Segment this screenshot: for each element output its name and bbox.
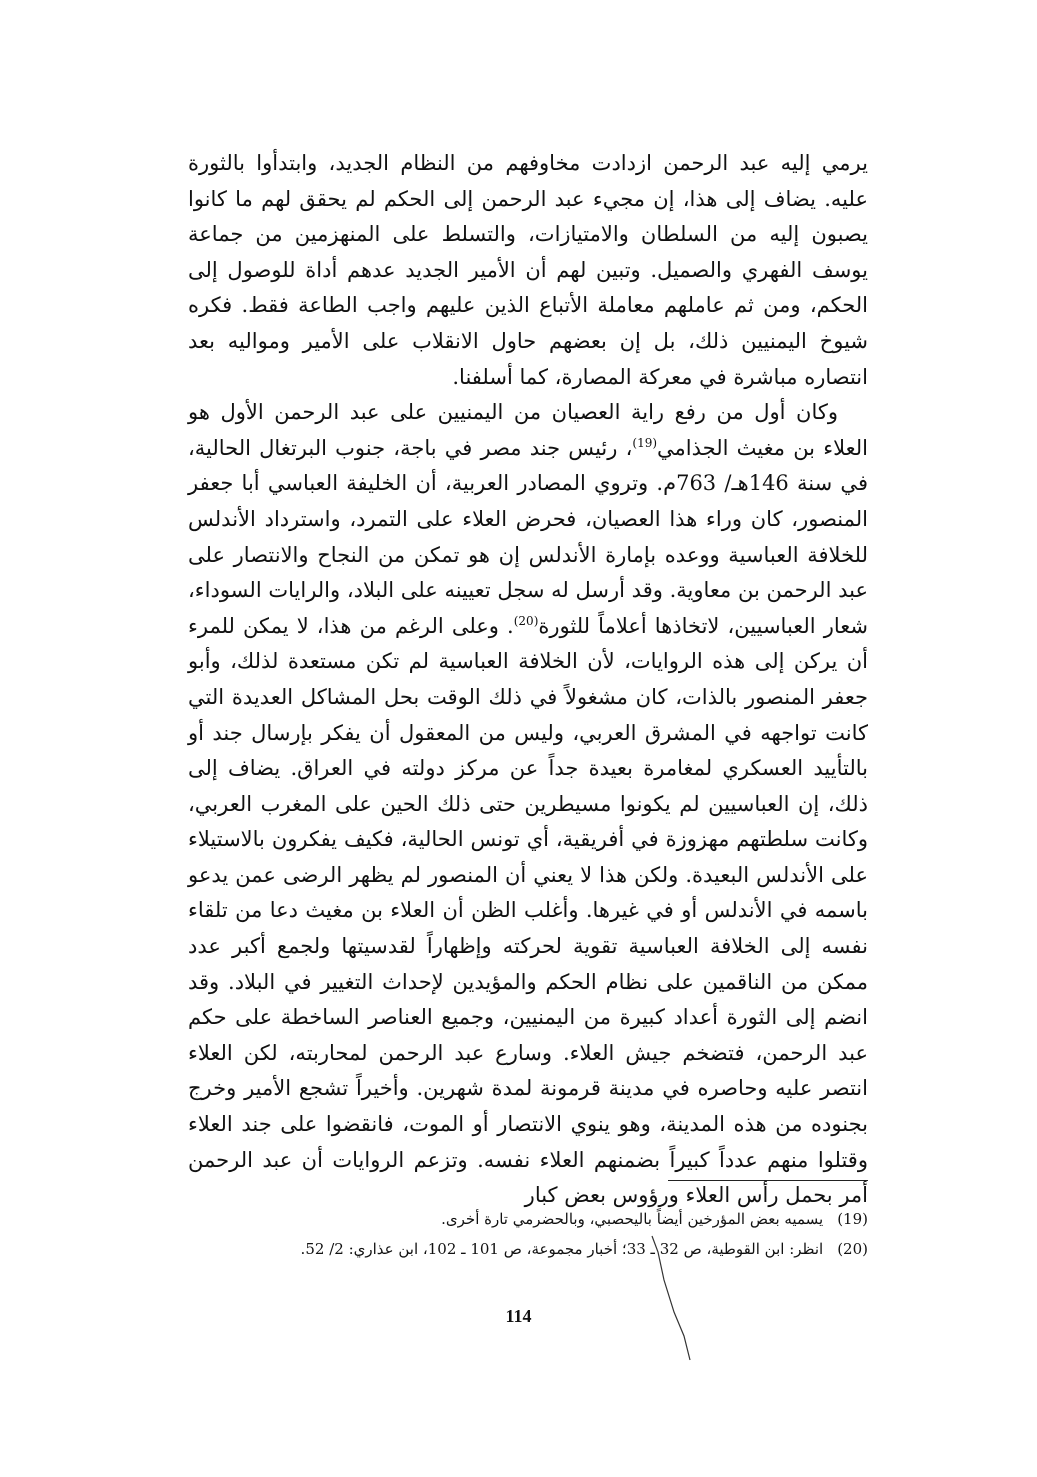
footnote-text: يسميه بعض المؤرخين أيضاً باليحصبي، وبالحضرمي تارة أخرى. — [441, 1210, 824, 1228]
paragraph-2-part-1: وكان أول من رفع راية العصيان من اليمنيين على عبد الرحمن الأول هو العلاء بن مغيث الجذامي — [188, 400, 868, 460]
footnote-19 — [188, 1204, 868, 1234]
paragraph-2-part-2: ، رئيس جند مصر في باجة، جنوب البرتغال الحالية، في سنة 146هـ/ 763م. وتروي المصادر العربية، أن الخليفة العباسي أبا جعفر المنصور، كان وراء هذا العصيان، فحرض العلاء على التمرد، واسترداد الأندلس للخلافة العباسية ووعده بإمارة الأندلس إن هو تمكن من النجاح والانتصار على عبد الرحمن بن معاوية. وقد أرسل له سجل تعيينه على البلاد، والرايات السوداء، شعار العباسيين، لاتخاذها أعلاماً للثورة — [188, 435, 869, 638]
footnotes — [188, 1204, 868, 1264]
paragraph-1: يرمي إليه عبد الرحمن ازدادت مخاوفهم من النظام الجديد، وابتدأوا بالثورة عليه. يضاف إلى هذا، إن مجيء عبد الرحمن إلى الحكم لم يحقق لهم ما كانوا يصبون إليه من السلطان والامتيازات، والتسلط على المنهزمين من جماعة يوسف الفهري والصميل. وتبين لهم أن الأمير الجديد عدهم أداة للوصول إلى الحكم، ومن ثم عاملهم معاملة الأتباع الذين عليهم واجب الطاعة فقط. فكره شيوخ اليمنيين ذلك، بل إن بعضهم حاول الانقلاب على الأمير ومواليه بعد انتصاره مباشرة في معركة المصارة، كما أسلفنا. — [188, 151, 868, 389]
footnote-text: انظر: ابن القوطية، ص 32 ـ 33؛ أخبار مجموعة، ص 101 ـ 102، ابن عذاري: 2/ 52. — [300, 1240, 824, 1258]
footnote-number: (20) — [837, 1240, 868, 1258]
footnote-number: (19) — [837, 1210, 868, 1228]
main-text — [188, 146, 868, 1214]
paragraph-2-part-3: . وعلى الرغم من هذا، لا يمكن للمرء أن يركن إلى هذه الروايات، لأن الخلافة العباسية لم تكن مستعدة لذلك، وأبو جعفر المنصور بالذات، كان مشغولاً في ذلك الوقت بحل المشاكل العديدة التي كانت تواجهه في المشرق العربي، وليس من المعقول أن يفكر بإرسال جند أو بالتأييد العسكري لمغامرة بعيدة جداً عن مركز دولته في العراق. يضاف إلى ذلك، إن العباسيين لم يكونوا مسيطرين حتى ذلك الحين على المغرب العربي، وكانت سلطتهم مهزوزة في أفريقية، أي تونس الحالية، فكيف يفكرون بالاستيلاء على الأندلس البعيدة. ولكن هذا لا يعني أن المنصور لم يظهر الرضى عمن يدعو باسمه في الأندلس أو في غيرها. وأغلب الظن أن العلاء بن مغيث دعا من تلقاء نفسه إلى الخلافة العباسية تقوية لحركته وإظهاراً لقدسيتها ولجمع أكبر عدد ممكن من الناقمين على نظام الحكم والمؤيدين لإحداث التغيير في البلاد. وقد انضم إلى الثورة أعداد كبيرة من اليمنيين، وجميع العناصر الساخطة على حكم عبد الرحمن، فتضخم جيش العلاء. وسارع عبد الرحمن لمحاربته، لكن العلاء انتصر عليه وحاصره في مدينة قرمونة لمدة شهرين. وأخيراً تشجع الأمير وخرج بجنوده من هذه المدينة، وهو ينوي الانتصار أو الموت، فانقضوا على جند العلاء وقتلوا منهم عدداً كبيراً بضمنهم العلاء نفسه. وتزعم الروايات أن عبد الرحمن أمر بحمل رأس العلاء ورؤوس بعض كبار — [188, 613, 868, 1208]
footnote-divider — [668, 1180, 868, 1181]
paragraph-2 — [188, 395, 868, 1214]
footnote-ref-20[interactable]: (20) — [513, 613, 539, 628]
footnote-ref-19[interactable]: (19) — [632, 435, 658, 450]
page-number: 114 — [505, 1306, 532, 1326]
footnote-20 — [188, 1234, 868, 1264]
